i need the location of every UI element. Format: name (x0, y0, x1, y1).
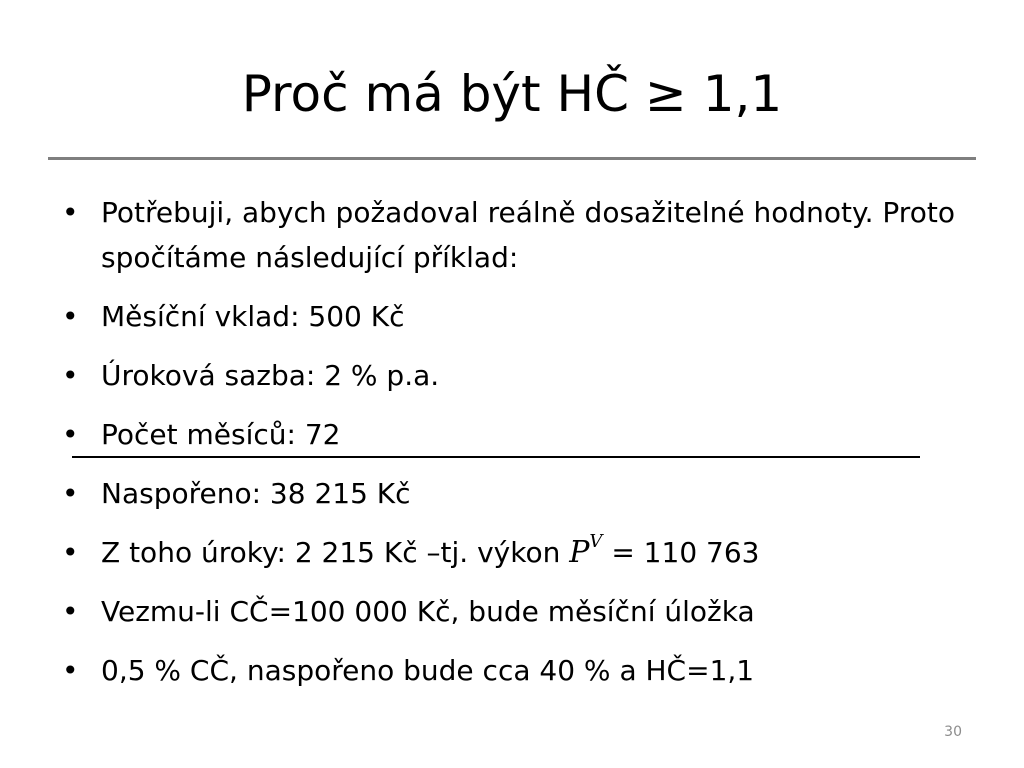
title-divider (48, 157, 976, 160)
bullet-item (56, 592, 956, 632)
bullet-text: Počet měsíců: 72 (101, 418, 341, 451)
bullet-icon: • (62, 418, 79, 451)
bullet-item (56, 651, 956, 691)
bullet-icon: • (62, 595, 79, 628)
bullet-icon: • (62, 477, 79, 510)
slide-title: Proč má být HČ ≥ 1,1 (241, 65, 783, 123)
bullet-item (56, 356, 956, 396)
bullet-list (56, 190, 956, 710)
bullet-text: Úroková sazba: 2 % p.a. (101, 359, 440, 392)
formula-base: P (569, 535, 590, 570)
bullet-item (56, 190, 956, 280)
bullet-item (56, 474, 956, 514)
bullet-icon: • (62, 654, 79, 687)
bullet-text: Potřebuji, abych požadoval reálně dosažitelné hodnoty. Proto spočítáme následující příklad: (101, 196, 955, 274)
page-number: 30 (944, 724, 962, 740)
bullet-item (56, 533, 956, 573)
formula-superscript: V (589, 531, 603, 552)
bullet-icon: • (62, 536, 79, 569)
bullet-icon: • (62, 359, 79, 392)
bullet-item (56, 415, 956, 455)
bullet-icon: • (62, 196, 79, 229)
bullet-text: Naspořeno: 38 215 Kč (101, 477, 411, 510)
sum-divider-line (72, 456, 920, 458)
bullet-text: Měsíční vklad: 500 Kč (101, 300, 405, 333)
bullet-text: 0,5 % CČ, naspořeno bude cca 40 % a HČ=1,1 (101, 654, 755, 687)
bullet-icon: • (62, 300, 79, 333)
bullet-text: Z toho úroky: 2 215 Kč –tj. výkon (101, 536, 570, 569)
bullet-text: Vezmu-li CČ=100 000 Kč, bude měsíční úložka (101, 595, 755, 628)
bullet-text-after: = 110 763 (602, 536, 760, 569)
power-formula (569, 531, 603, 570)
bullet-item (56, 297, 956, 337)
